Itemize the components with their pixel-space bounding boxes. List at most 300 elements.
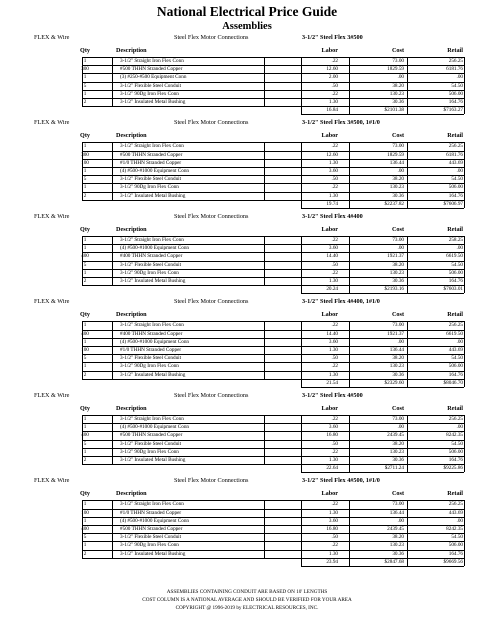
row-retail: 6181.76: [446, 151, 463, 158]
row-retail: 164.76: [448, 98, 463, 105]
grid-line: [82, 90, 464, 91]
row-description: 3-1/2" Straight Iron Flex Conn: [120, 416, 184, 422]
row-qty: 1: [83, 363, 87, 370]
total-labor: 21.54: [326, 379, 338, 386]
total-cost: $2329.60: [384, 379, 404, 386]
row-retail: 506.00: [448, 90, 463, 97]
total-labor: 20.24: [326, 286, 338, 293]
table-row: [0, 82, 494, 90]
col-header-cost: Cost: [391, 47, 404, 54]
row-retail: 256.25: [448, 58, 463, 64]
section-category: FLEX & Wire: [34, 477, 70, 485]
section-category: FLEX & Wire: [34, 392, 70, 399]
col-header-labor: Labor: [321, 226, 338, 233]
footer-line-3: COPYRIGHT @ 1996-2019 by ELECTRICAL RESOURCES, INC.: [175, 605, 319, 612]
table-row: [0, 73, 494, 81]
row-cost: .00: [397, 167, 404, 174]
grid-line: [464, 142, 465, 208]
grid-line: [82, 525, 464, 526]
col-header-description: Description: [116, 405, 147, 412]
row-qty: 5: [83, 534, 87, 541]
row-description: 3-1/2" Flexible Steel Conduit: [120, 176, 182, 183]
table-row: [0, 354, 494, 362]
row-retail: 506.00: [448, 269, 463, 276]
col-header-labor: Labor: [321, 47, 338, 54]
total-row: [0, 464, 494, 472]
grid-line: [82, 269, 464, 270]
row-labor: 3.60: [328, 167, 338, 174]
row-description: 3-1/2" Insulated Metal Bushing: [120, 456, 186, 463]
row-labor: 3.60: [328, 245, 338, 252]
footer-line-1: ASSEMBLIES CONTAINING CONDUIT ARE BASED ON 10' LENGTHS: [166, 589, 328, 595]
grid-line: [82, 464, 464, 465]
grid-line: [82, 65, 464, 66]
row-qty: 2: [83, 456, 87, 463]
grid-line: [301, 208, 464, 209]
row-description: 3-1/2" Straight Iron Flex Conn: [120, 58, 184, 64]
row-description: 3-1/2" Flexible Steel Conduit: [120, 440, 182, 447]
grid-line: [82, 106, 464, 107]
row-labor: 14.40: [326, 253, 338, 260]
table-row: [0, 448, 494, 456]
row-retail: 443.69: [448, 346, 463, 353]
grid-line: [301, 114, 464, 115]
grid-line: [464, 415, 465, 472]
row-cost: .00: [397, 517, 404, 524]
total-retail: $9225.86: [443, 465, 463, 472]
row-qty: 5: [83, 261, 87, 268]
row-description: 3-1/2" Insulated Metal Bushing: [120, 371, 186, 378]
row-labor: .22: [331, 90, 338, 97]
assembly-section: [0, 297, 494, 387]
line-items-table: [0, 321, 494, 387]
row-qty: 5: [83, 176, 87, 183]
grid-line: [82, 98, 464, 99]
row-retail: 164.76: [448, 456, 463, 463]
table-row: [0, 244, 494, 252]
section-assembly-name: 3-1/2" Steel Flex 3#500, 1#1/0: [302, 119, 380, 127]
row-retail: .00: [456, 338, 463, 345]
column-headers: [0, 132, 494, 142]
table-row: [0, 456, 494, 464]
table-row: [0, 236, 494, 244]
section-type: Steel Flex Motor Connections: [174, 34, 249, 41]
table-row: [0, 533, 494, 541]
row-cost: 1829.59: [387, 66, 404, 73]
row-description: 3-1/2" Flexible Steel Conduit: [120, 82, 182, 89]
column-headers: [0, 490, 494, 500]
row-retail: .00: [456, 245, 463, 252]
grid-line: [82, 244, 464, 245]
assembly-section: [0, 118, 494, 208]
grid-line: [82, 558, 464, 559]
row-labor: .22: [331, 501, 338, 508]
column-headers: [0, 311, 494, 321]
col-header-cost: Cost: [391, 132, 404, 140]
grid-line: [82, 261, 464, 262]
grid-line: [82, 338, 464, 339]
grid-line: [82, 431, 464, 432]
row-cost: 30.36: [392, 456, 404, 463]
section-category: FLEX & Wire: [34, 213, 70, 220]
table-row: [0, 261, 494, 269]
row-qty: 300: [81, 66, 89, 73]
col-header-cost: Cost: [391, 405, 404, 412]
row-labor: 16.80: [326, 432, 338, 439]
grid-line: [82, 448, 464, 449]
section-type: Steel Flex Motor Connections: [174, 213, 249, 220]
page-title: National Electrical Price Guide: [156, 4, 338, 19]
column-headers: [0, 47, 494, 57]
row-retail: 54.50: [451, 440, 463, 447]
table-row: [0, 525, 494, 533]
row-labor: 16.80: [326, 525, 338, 532]
grid-line: [82, 151, 464, 152]
footer-line-2: COST COLUMN IS A NATIONAL AVERAGE AND SHOULD BE VERIFIED FOR YOUR AREA: [142, 597, 352, 604]
row-qty: 1: [83, 338, 87, 345]
row-retail: 256.25: [448, 416, 463, 422]
row-qty: 300: [81, 151, 89, 158]
row-description: 3-1/2" 90Dg Iron Flex Conn: [120, 184, 179, 191]
grid-line: [82, 167, 464, 168]
row-description: #500 THHN Stranded Copper: [120, 432, 183, 439]
row-qty: 100: [81, 159, 89, 166]
row-description: (4) #500-#1000 Equipment Conn: [120, 245, 190, 252]
row-qty: 5: [83, 355, 87, 362]
row-retail: 164.76: [448, 192, 463, 199]
row-labor: 1.30: [328, 456, 338, 463]
row-labor: .50: [331, 355, 338, 362]
row-labor: 3.60: [328, 424, 338, 431]
grid-line: [82, 415, 464, 416]
grid-line: [464, 500, 465, 566]
grid-line: [82, 159, 464, 160]
total-retail: $8046.70: [443, 379, 463, 386]
grid-line: [464, 57, 465, 114]
row-cost: 1921.37: [387, 253, 404, 260]
table-row: [0, 346, 494, 354]
row-cost: 1921.37: [387, 330, 404, 337]
row-labor: 12.60: [326, 151, 338, 158]
grid-line: [82, 73, 464, 74]
col-header-retail: Retail: [447, 490, 463, 498]
row-labor: 1.30: [328, 346, 338, 353]
row-labor: .22: [331, 542, 338, 549]
total-retail: $7603.01: [443, 286, 463, 293]
table-row: [0, 98, 494, 106]
row-description: (4) #500-#1000 Equipment Conn: [120, 517, 190, 524]
row-description: 3-1/2" 90Dg Iron Flex Conn: [120, 90, 179, 97]
row-qty: 1: [83, 517, 87, 524]
row-qty: 400: [81, 330, 89, 337]
grid-line: [82, 252, 464, 253]
col-header-description: Description: [116, 226, 147, 233]
section-header: [0, 212, 494, 223]
row-retail: 8242.35: [446, 432, 463, 439]
row-cost: 130.23: [389, 90, 404, 97]
section-assembly-name: 3-1/2" Steel Flex 4#500: [302, 392, 363, 399]
grid-line: [82, 57, 464, 58]
row-cost: 30.36: [392, 98, 404, 105]
row-cost: 38.20: [392, 176, 404, 183]
row-retail: .00: [456, 74, 463, 81]
table-row: [0, 423, 494, 431]
total-labor: 19.74: [326, 200, 338, 207]
row-cost: .00: [397, 74, 404, 81]
grid-line: [82, 533, 464, 534]
table-row: [0, 338, 494, 346]
col-header-labor: Labor: [321, 405, 338, 412]
row-retail: 54.50: [451, 261, 463, 268]
total-row: [0, 106, 494, 114]
row-cost: 2439.45: [387, 432, 404, 439]
row-cost: 73.00: [392, 58, 404, 64]
row-cost: 73.00: [392, 237, 404, 243]
table-row: [0, 57, 494, 65]
row-qty: 100: [81, 509, 89, 516]
table-row: [0, 142, 494, 150]
section-assembly-name: 3-1/2" Steel Flex 4#400, 1#1/0: [302, 298, 380, 306]
section-category: FLEX & Wire: [34, 119, 70, 127]
table-row: [0, 167, 494, 175]
row-cost: 30.36: [392, 550, 404, 557]
col-header-qty: Qty: [80, 311, 90, 319]
row-description: 3-1/2" Flexible Steel Conduit: [120, 355, 182, 362]
row-retail: 164.76: [448, 550, 463, 557]
col-header-qty: Qty: [80, 132, 90, 140]
row-description: 3-1/2" Flexible Steel Conduit: [120, 261, 182, 268]
row-description: 3-1/2" Straight Iron Flex Conn: [120, 143, 184, 150]
row-qty: 1: [83, 424, 87, 431]
row-labor: 1.30: [328, 371, 338, 378]
row-labor: .22: [331, 322, 338, 329]
row-labor: 1.30: [328, 277, 338, 284]
page-subtitle: Assemblies: [222, 21, 272, 32]
row-retail: 54.50: [451, 176, 463, 183]
row-description: (4) #500-#1000 Equipment Conn: [120, 338, 190, 345]
col-header-qty: Qty: [80, 490, 90, 498]
table-row: [0, 269, 494, 277]
row-qty: 400: [81, 432, 89, 439]
row-retail: 256.25: [448, 322, 463, 329]
total-cost: $2711.24: [384, 465, 404, 472]
row-cost: 38.20: [392, 355, 404, 362]
row-labor: .50: [331, 82, 338, 89]
row-cost: .00: [397, 424, 404, 431]
row-qty: 400: [81, 525, 89, 532]
grid-line: [82, 517, 464, 518]
row-cost: .00: [397, 245, 404, 252]
row-qty: 1: [83, 542, 87, 549]
grid-line: [82, 362, 464, 363]
row-retail: 6181.76: [446, 66, 463, 73]
section-type: Steel Flex Motor Connections: [174, 119, 249, 127]
row-labor: 3.60: [328, 338, 338, 345]
grid-line: [82, 440, 464, 441]
row-cost: 73.00: [392, 322, 404, 329]
total-retail: $7606.97: [443, 200, 463, 207]
row-retail: .00: [456, 424, 463, 431]
total-row: [0, 200, 494, 208]
table-row: [0, 277, 494, 285]
column-headers: [0, 405, 494, 415]
row-cost: 30.36: [392, 277, 404, 284]
row-retail: 506.00: [448, 184, 463, 191]
row-qty: 1: [83, 448, 87, 455]
row-cost: 30.36: [392, 371, 404, 378]
table-row: [0, 183, 494, 191]
col-header-retail: Retail: [447, 226, 463, 233]
col-header-cost: Cost: [391, 311, 404, 319]
grid-line: [82, 330, 464, 331]
row-qty: 1: [83, 74, 87, 81]
section-assembly-name: 3-1/2" Steel Flex 4#400: [302, 213, 363, 220]
row-description: #1/0 THHN Stranded Copper: [120, 159, 182, 166]
row-qty: 1: [83, 184, 87, 191]
total-cost: $2193.16: [384, 286, 404, 293]
grid-line: [82, 321, 464, 322]
section-type: Steel Flex Motor Connections: [174, 298, 249, 306]
line-items-table: [0, 236, 494, 293]
row-qty: 1: [83, 167, 87, 174]
row-qty: 2: [83, 277, 87, 284]
row-qty: 5: [83, 82, 87, 89]
section-category: FLEX & Wire: [34, 298, 70, 306]
col-header-cost: Cost: [391, 226, 404, 233]
table-row: [0, 90, 494, 98]
row-labor: .50: [331, 440, 338, 447]
row-description: #400 THHN Stranded Copper: [120, 253, 183, 260]
row-cost: 136.44: [389, 509, 404, 516]
row-retail: 164.76: [448, 371, 463, 378]
row-qty: 2: [83, 371, 87, 378]
row-description: #500 THHN Stranded Copper: [120, 66, 183, 73]
row-labor: .22: [331, 448, 338, 455]
section-assembly-name: 3-1/2" Steel Flex 4#500, 1#1/0: [302, 477, 380, 485]
col-header-description: Description: [116, 311, 147, 319]
col-header-qty: Qty: [80, 226, 90, 233]
table-row: [0, 192, 494, 200]
row-cost: 73.00: [392, 416, 404, 422]
row-qty: 1: [83, 58, 87, 64]
row-description: 3-1/2" 90Dg Iron Flex Conn: [120, 448, 179, 455]
row-description: 3-1/2" Straight Iron Flex Conn: [120, 322, 184, 329]
row-labor: .22: [331, 416, 338, 422]
line-items-table: [0, 57, 494, 114]
row-cost: 130.23: [389, 448, 404, 455]
row-cost: 73.00: [392, 143, 404, 150]
row-retail: 506.00: [448, 542, 463, 549]
row-retail: 6619.50: [446, 330, 463, 337]
col-header-description: Description: [116, 132, 147, 140]
row-cost: 130.23: [389, 269, 404, 276]
grid-line: [82, 423, 464, 424]
col-header-description: Description: [116, 47, 147, 54]
row-description: #400 THHN Stranded Copper: [120, 330, 183, 337]
row-description: (4) #500-#1000 Equipment Conn: [120, 424, 190, 431]
total-labor: 23.94: [326, 558, 338, 565]
row-qty: 400: [81, 253, 89, 260]
row-retail: 164.76: [448, 277, 463, 284]
grid-line: [82, 346, 464, 347]
total-cost: $2847.68: [384, 558, 404, 565]
table-row: [0, 517, 494, 525]
row-description: 3-1/2" Straight Iron Flex Conn: [120, 501, 184, 508]
section-type: Steel Flex Motor Connections: [174, 477, 249, 485]
row-qty: 1: [83, 237, 87, 243]
assembly-section: [0, 391, 494, 472]
row-cost: 1829.59: [387, 151, 404, 158]
row-labor: .22: [331, 269, 338, 276]
table-row: [0, 175, 494, 183]
col-header-retail: Retail: [447, 132, 463, 140]
row-retail: 443.69: [448, 159, 463, 166]
grid-line: [82, 541, 464, 542]
table-row: [0, 330, 494, 338]
grid-line: [82, 379, 464, 380]
grid-line: [82, 285, 464, 286]
row-description: (4) #500-#1000 Equipment Conn: [120, 167, 190, 174]
row-labor: 1.30: [328, 159, 338, 166]
row-labor: 12.60: [326, 66, 338, 73]
grid-line: [301, 472, 464, 473]
row-cost: 130.23: [389, 363, 404, 370]
total-labor: 22.64: [326, 465, 338, 472]
grid-line: [464, 236, 465, 293]
col-header-description: Description: [116, 490, 147, 498]
section-category: FLEX & Wire: [34, 34, 70, 41]
total-retail: $7163.27: [443, 107, 463, 114]
grid-line: [82, 456, 464, 457]
section-header: [0, 118, 494, 129]
line-items-table: [0, 500, 494, 566]
row-description: 3-1/2" Straight Iron Flex Conn: [120, 237, 184, 243]
row-description: #1/0 THHN Stranded Copper: [120, 346, 182, 353]
row-qty: 1: [83, 90, 87, 97]
column-headers: [0, 226, 494, 236]
total-retail: $9669.56: [443, 558, 463, 565]
table-row: [0, 431, 494, 439]
table-row: [0, 415, 494, 423]
row-qty: 1: [83, 143, 87, 150]
table-row: [0, 321, 494, 329]
row-qty: 1: [83, 245, 87, 252]
grid-line: [464, 321, 465, 387]
row-cost: 38.20: [392, 534, 404, 541]
section-header: [0, 297, 494, 308]
row-retail: 443.69: [448, 509, 463, 516]
row-description: #1/0 THHN Stranded Copper: [120, 509, 182, 516]
row-description: (3) #250-#500 Equipment Conn: [120, 74, 187, 81]
total-cost: $2237.82: [384, 200, 404, 207]
col-header-retail: Retail: [447, 405, 463, 412]
grid-line: [82, 200, 464, 201]
total-labor: 16.84: [326, 107, 338, 114]
row-retail: 54.50: [451, 534, 463, 541]
row-retail: 506.00: [448, 363, 463, 370]
section-header: [0, 476, 494, 487]
row-description: 3-1/2" Insulated Metal Bushing: [120, 98, 186, 105]
row-description: 3-1/2" 90Dg Iron Flex Conn: [120, 269, 179, 276]
row-qty: 100: [81, 346, 89, 353]
row-description: 3-1/2" 90Dg Iron Flex Conn: [120, 542, 179, 549]
section-header: [0, 33, 494, 44]
total-row: [0, 379, 494, 387]
total-row: [0, 558, 494, 566]
assembly-section: [0, 212, 494, 293]
table-row: [0, 159, 494, 167]
section-assembly-name: 3-1/2" Steel Flex 3#500: [302, 34, 363, 41]
